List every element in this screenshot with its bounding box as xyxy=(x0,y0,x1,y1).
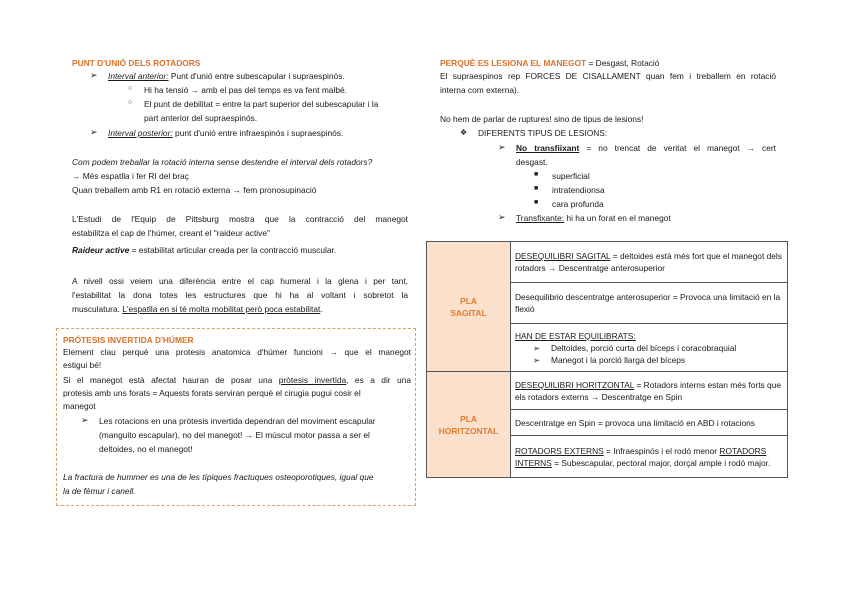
protesis-box xyxy=(56,328,416,506)
arrow-bullet-icon: ➢ xyxy=(498,212,506,222)
sagital-row-1: DESEQUILIBRI SAGITAL = deltoides està més fort que el manegot dels rotadors → Descentratge anterosuperior xyxy=(511,242,788,283)
arrow-bullet-icon: ➢ xyxy=(533,354,541,365)
protesis-line-3a: Les rotacions en una pròtesis invertida dependran del moviment escapular xyxy=(99,416,376,426)
no-transfixant: No transfiixant = no trencat de veritat el manegot → cert xyxy=(516,143,776,153)
no-transfixant-2: desgast. xyxy=(516,157,548,167)
anterior-sub-2a: El punt de debilitat = entre la part superior del subescapular i la xyxy=(144,99,379,109)
horitzontal-row-1: DESEQUILIBRI HORITZONTAL = Rotadors interns estan més forts que els rotadors externs → Descentratge en Spin xyxy=(511,372,788,410)
lesiona-p1b: interna com externa). xyxy=(440,85,520,95)
arrow-bullet-icon: ➢ xyxy=(90,127,98,137)
protesis-line-4a: La fractura de hummer es una de les típiques fractuques osteoporotiques, igual que xyxy=(63,472,374,482)
transfixante: Transfixante: hi ha un forat en el manegot xyxy=(516,213,671,223)
lesiona-p2: No hem de parlar de ruptures! sino de tipus de lesions! xyxy=(440,114,644,124)
anterior-sub-2b: part anterior del supraespinós. xyxy=(144,113,258,123)
arrow-bullet-icon: ➢ xyxy=(90,70,98,80)
equilibri-table xyxy=(426,241,788,478)
square-bullet-icon: ■ xyxy=(534,199,539,206)
protesis-line-3c: deltoides, no el manegot! xyxy=(99,444,193,454)
arrow-bullet-icon: ➢ xyxy=(498,142,506,152)
section-title-rotadors: PUNT D'UNIÓ DELS ROTADORS xyxy=(72,58,201,68)
question-text: Com podem treballar la rotació interna sense destendre el interval dels rotadors? xyxy=(72,157,373,167)
protesis-line-3b: (manguito escapular), no del manegot! → El múscul motor passa a ser el xyxy=(99,430,370,440)
protesis-line-2d: protesis amb uns forats = Aquests forats serviran perquè el cirugia pugui cosir el xyxy=(63,388,361,398)
sagital-row-3: HAN DE ESTAR EQUILIBRATS: ➢ Deltoides, porció curta del bíceps i coracobraquial ➢ Manegot i la porció llarga del bíceps xyxy=(511,324,788,372)
circle-bullet-icon: ○ xyxy=(128,99,133,106)
diamond-bullet-icon: ❖ xyxy=(460,128,468,137)
lesion-sub-3: cara profunda xyxy=(552,199,604,209)
square-bullet-icon: ■ xyxy=(534,171,539,178)
answer-1: → Més espatlla i fer RI del braç xyxy=(72,171,189,181)
anterior-sub-1: Hi ha tensió → amb el pas del temps es va fent malbé. xyxy=(144,85,347,95)
sagital-row-2: Desequilibrio descentratge anterosuperior = Provoca una limitació en la flexió xyxy=(511,283,788,324)
protesis-line-1b: estigui bé! xyxy=(63,360,102,370)
lesiona-p1a: El supraespinos rep FORCES DE CISALLAMENT quan fem i treballem en rotació xyxy=(440,71,776,81)
bone-line-1: A nivell ossi veiem una diferència entre el cap humeral i la glena i per tant, xyxy=(72,276,408,286)
protesis-line-2a: Si el manegot està afectat hauran de posar una pròtesis invertida, es a dir una xyxy=(63,375,411,385)
raideur-definition: Raideur active = estabilitat articular creada per la contracció muscular. xyxy=(72,245,337,255)
interval-anterior: Interval anterior: Punt d'unió entre subescapular i supraespinós. xyxy=(108,71,345,81)
pittsburg-line-2: estabilitza el cap de l'húmer, creant el "raideur active" xyxy=(72,228,270,238)
bone-line-3: musculatura. L'espatlla en si té molta mobilitat però poca estabilitat. xyxy=(72,304,323,314)
protesis-line-4b: la de fèmur i canell. xyxy=(63,486,136,496)
square-bullet-icon: ■ xyxy=(534,185,539,192)
interval-posterior: Interval posterior: punt d'unió entre infraespinós i supraespinós. xyxy=(108,128,344,138)
protesis-line-1a: Element clau perquè una protesis anatomica d'húmer funcioni → que el manegot xyxy=(63,347,411,357)
arrow-bullet-icon: ➢ xyxy=(81,415,89,425)
arrow-bullet-icon: ➢ xyxy=(533,342,541,353)
lesion-sub-2: intratendionsa xyxy=(552,185,605,195)
lesion-sub-1: superficial xyxy=(552,171,590,181)
lesion-types-heading: DIFERENTS TIPUS DE LESIONS: xyxy=(478,128,608,138)
pittsburg-line-1: L'Estudi de l'Equip de Pittsburg mostra que la contracció del manegot xyxy=(72,214,408,224)
circle-bullet-icon: ○ xyxy=(128,85,133,92)
pla-horitzontal-label: PLA HORITZONTAL xyxy=(427,372,511,478)
horitzontal-row-3: ROTADORS EXTERNS = Infraespinós i el rodó menor ROTADORS INTERNS = Subescapular, pectoral major, dorçal ample i rodó major. xyxy=(511,436,788,478)
protesis-title: PRÓTESIS INVERTIDA D'HÚMER xyxy=(63,335,194,345)
bone-line-2: l'estabilitat la dona totes les estructures que hi ha al voltant i sobretot la xyxy=(72,290,408,300)
protesis-line-2e: manegot xyxy=(63,401,96,411)
horitzontal-row-2: Descentratge en Spin = provoca una limitació en ABD i rotacions xyxy=(511,410,788,436)
answer-2: Quan treballem amb R1 en rotació externa → fem pronosupinació xyxy=(72,185,317,195)
lesiona-heading: PERQUÈ ES LESIONA EL MANEGOT = Desgast, Rotació xyxy=(440,58,660,68)
pla-sagital-label: PLA SAGITAL xyxy=(427,242,511,372)
